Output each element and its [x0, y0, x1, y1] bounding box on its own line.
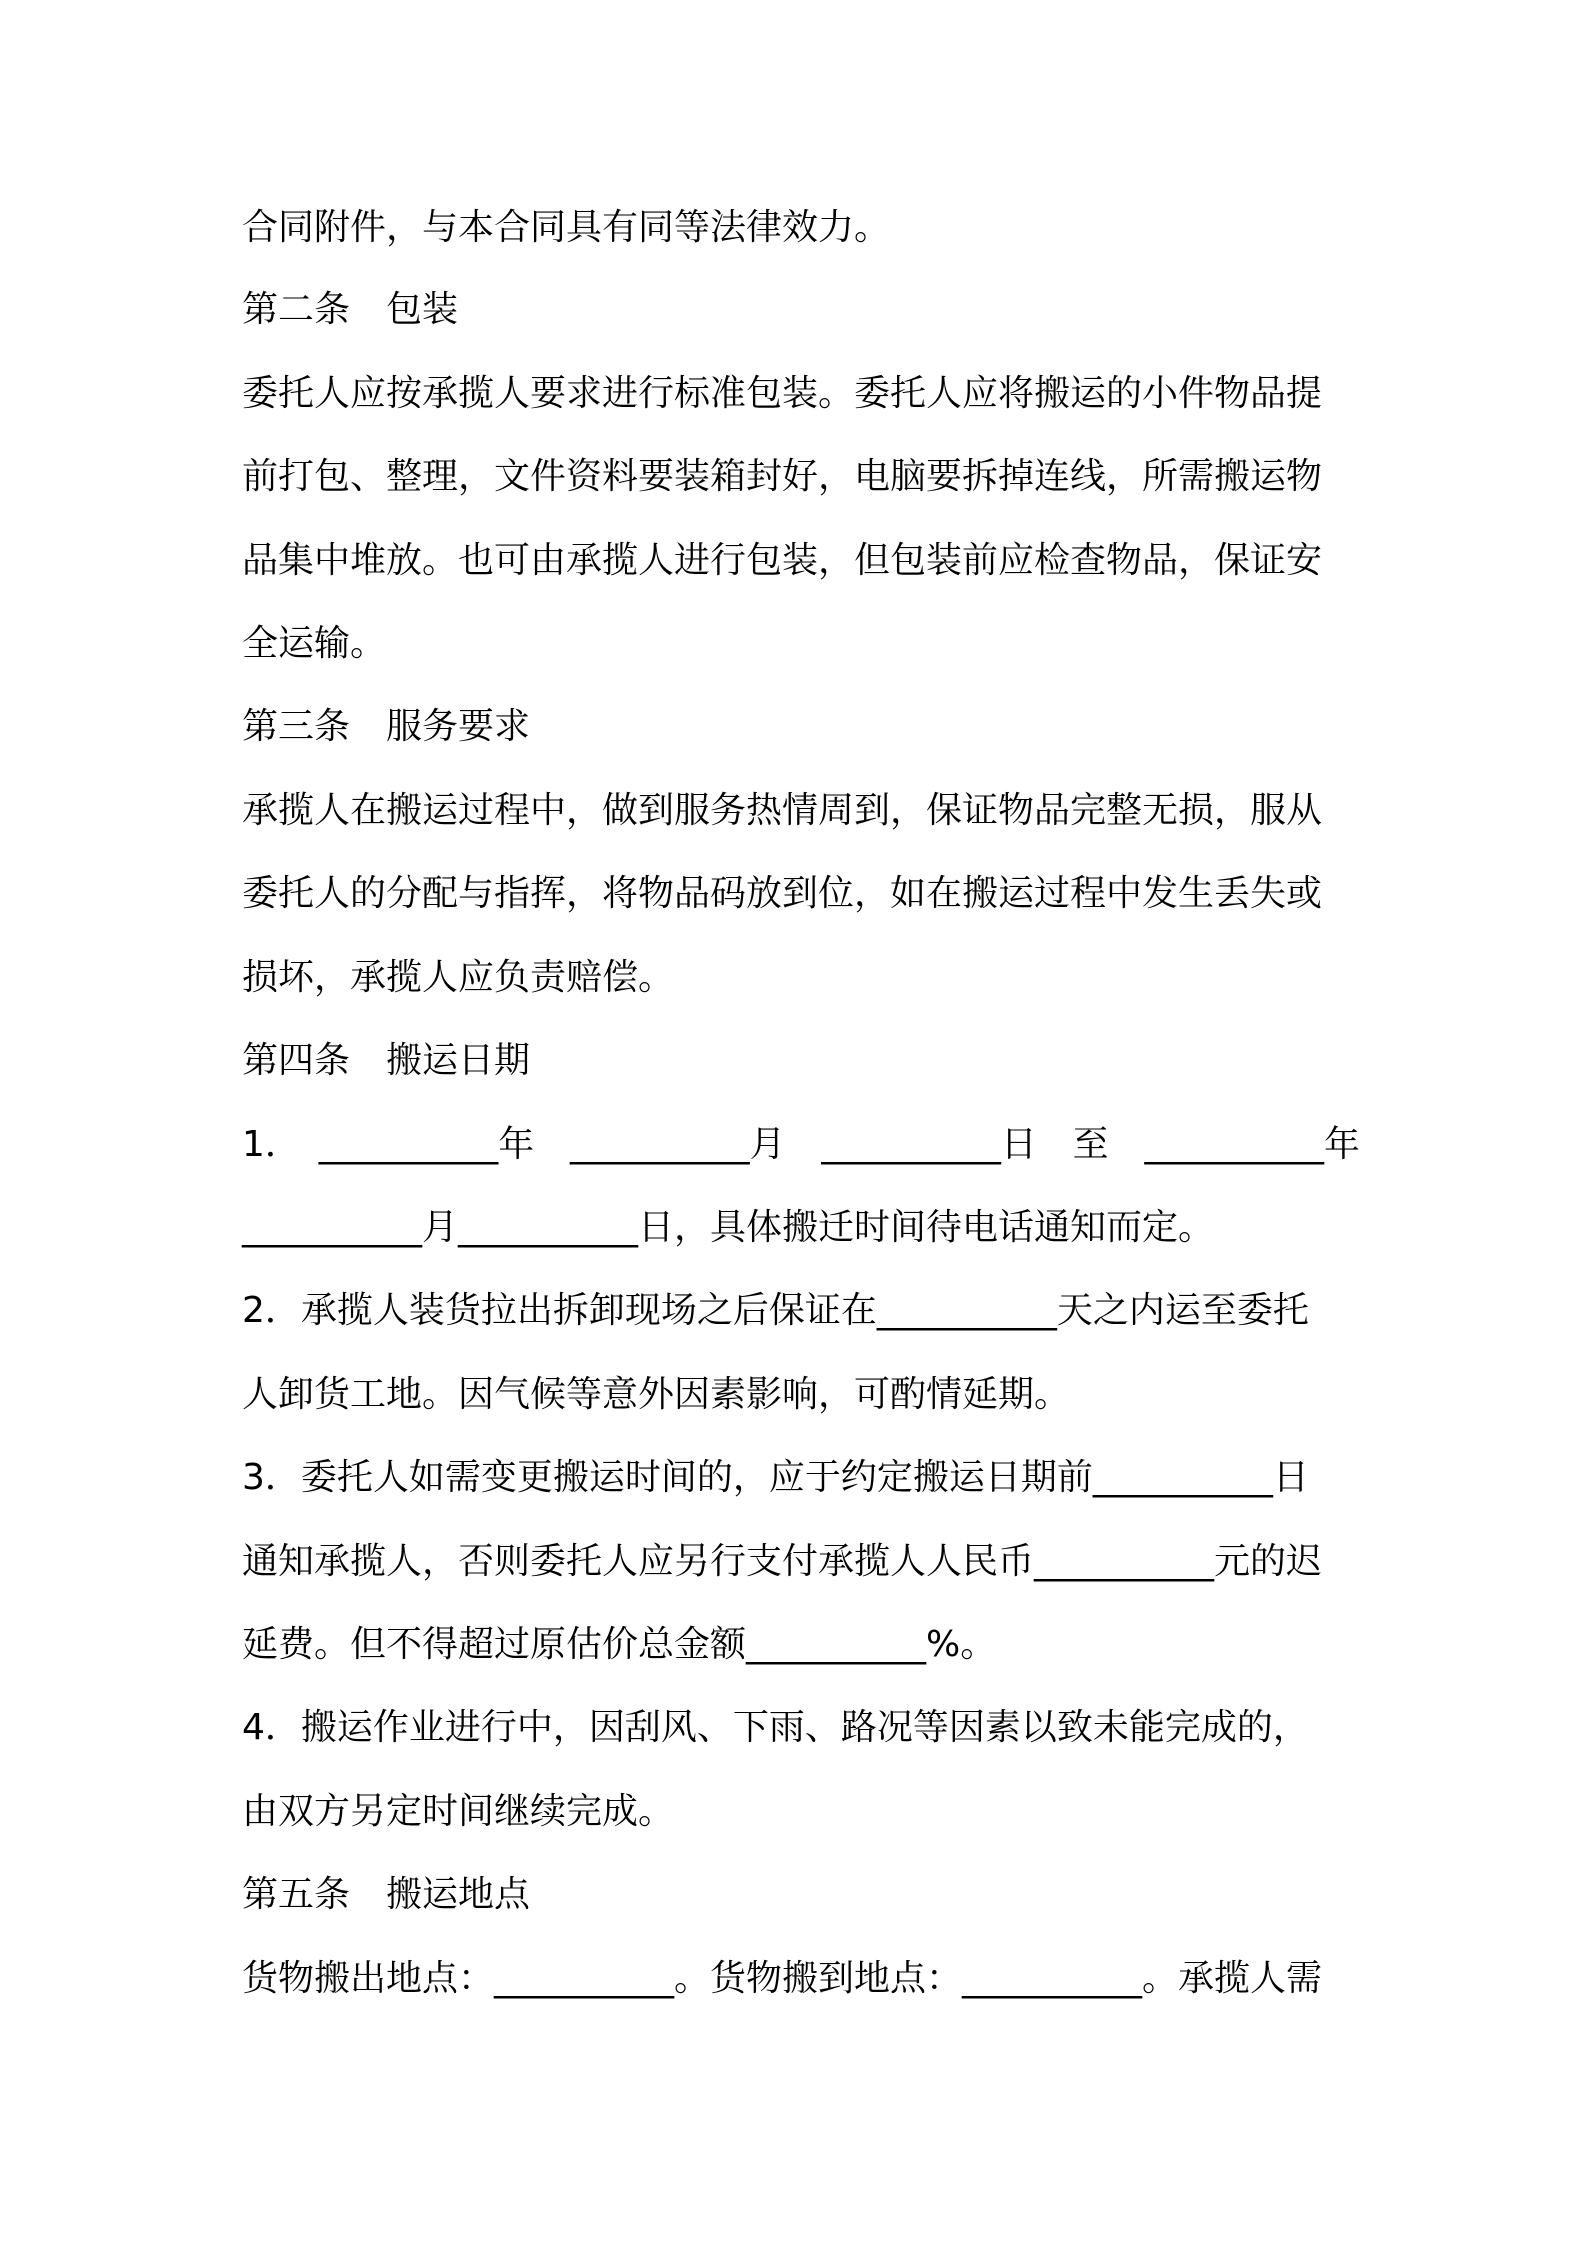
paragraph-line: 3．委托人如需变更搬运时间的，应于约定搬运日期前__________日 — [242, 1457, 1309, 1498]
paragraph-line: 品集中堆放。也可由承揽人进行包装，但包装前应检查物品，保证安 — [242, 540, 1323, 581]
paragraph-line: 损坏，承揽人应负责赔偿。 — [242, 957, 675, 998]
paragraph-line: 委托人应按承揽人要求进行标准包装。委托人应将搬运的小件物品提 — [242, 373, 1323, 414]
paragraph-line: 承揽人在搬运过程中，做到服务热情周到，保证物品完整无损，服从 — [242, 790, 1323, 831]
paragraph-line: 货物搬出地点：__________。货物搬到地点：__________。承揽人需 — [242, 1958, 1323, 1999]
paragraph-line: 由双方另定时间继续完成。 — [242, 1791, 675, 1832]
paragraph-line: __________月__________日，具体搬迁时间待电话通知而定。 — [242, 1207, 1215, 1248]
paragraph-line: 延费。但不得超过原估价总金额__________%。 — [242, 1624, 997, 1665]
paragraph-line: 1． __________年 __________月 __________日 至 __________年 — [242, 1124, 1360, 1165]
paragraph-line: 通知承揽人，否则委托人应另行支付承揽人人民币__________元的迟 — [242, 1541, 1323, 1582]
paragraph-line: 委托人的分配与指挥，将物品码放到位，如在搬运过程中发生丢失或 — [242, 873, 1323, 914]
section-heading-packaging: 第二条 包装 — [242, 289, 459, 330]
section-heading-service: 第三条 服务要求 — [242, 706, 531, 747]
paragraph-line: 前打包、整理，文件资料要装箱封好，电脑要拆掉连线，所需搬运物 — [242, 456, 1323, 497]
paragraph-line: 2．承揽人装货拉出拆卸现场之后保证在__________天之内运至委托 — [242, 1290, 1309, 1331]
section-heading-location: 第五条 搬运地点 — [242, 1874, 531, 1915]
paragraph-line: 合同附件，与本合同具有同等法律效力。 — [242, 207, 891, 248]
paragraph-line: 全运输。 — [242, 623, 387, 664]
paragraph-line: 4．搬运作业进行中，因刮风、下雨、路况等因素以致未能完成的， — [242, 1707, 1309, 1748]
section-heading-date: 第四条 搬运日期 — [242, 1040, 531, 1081]
paragraph-line: 人卸货工地。因气候等意外因素影响，可酌情延期。 — [242, 1374, 1071, 1415]
